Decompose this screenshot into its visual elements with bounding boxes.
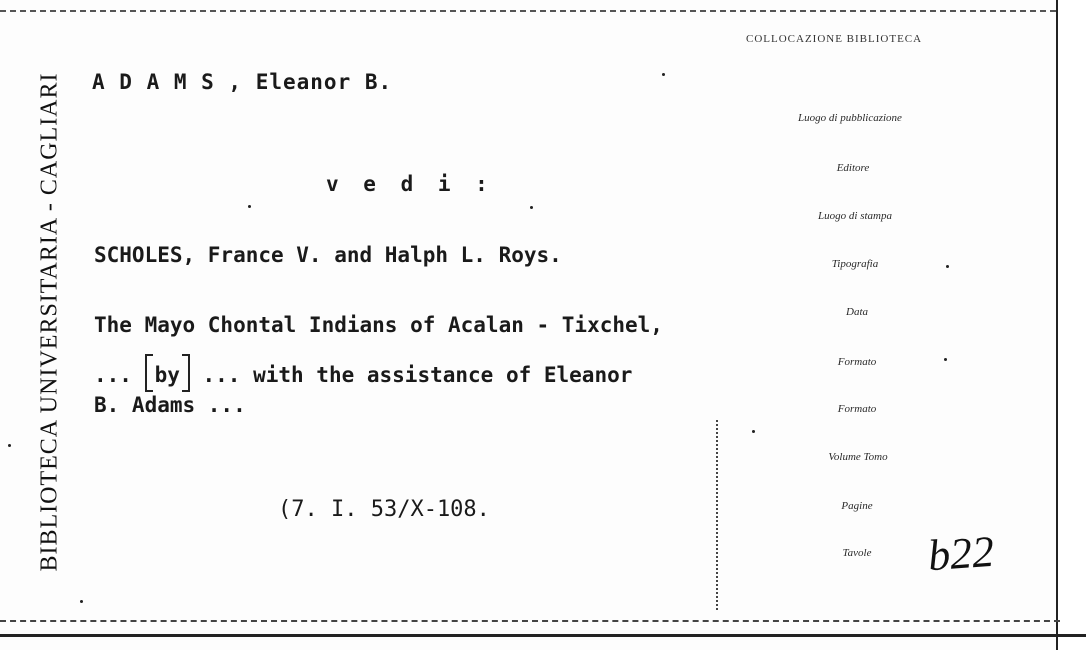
call-number: (7. I. 53/X-108. bbox=[278, 497, 490, 522]
handwritten-mark: b22 bbox=[926, 526, 996, 581]
bottom-perforation bbox=[0, 620, 1060, 622]
field-formato-1: Formato bbox=[837, 356, 877, 368]
title-line-2-prefix: ... bbox=[94, 363, 145, 387]
see-reference: v e d i : bbox=[326, 172, 494, 196]
ink-speck bbox=[248, 205, 251, 208]
field-luogo-pubblicazione: Luogo di pubblicazione bbox=[798, 112, 902, 124]
library-stamp: BIBLIOTECA UNIVERSITARIA - CAGLIARI bbox=[36, 72, 63, 572]
main-heading: A D A M S , Eleanor B. bbox=[92, 70, 393, 94]
field-luogo-stampa: Luogo di stampa bbox=[818, 210, 892, 222]
author-line: SCHOLES, France V. and Halph L. Roys. bbox=[94, 243, 562, 267]
ink-speck bbox=[944, 358, 947, 361]
bracket-left bbox=[145, 354, 153, 392]
title-line-2 bbox=[94, 354, 632, 392]
ink-speck bbox=[946, 265, 949, 268]
field-data: Data bbox=[846, 306, 868, 318]
ink-speck bbox=[752, 430, 755, 433]
title-line-3: B. Adams ... bbox=[94, 393, 246, 417]
column-divider bbox=[716, 420, 718, 610]
field-tipografia: Tipografia bbox=[831, 258, 879, 270]
bracket-right bbox=[182, 354, 190, 392]
top-perforation bbox=[0, 10, 1086, 12]
card-right-edge bbox=[1056, 0, 1086, 650]
title-line-2-suffix: ... with the assistance of Eleanor bbox=[189, 363, 633, 387]
field-pagine: Pagine bbox=[841, 500, 873, 512]
field-editore: Editore bbox=[836, 162, 870, 174]
ink-speck bbox=[530, 206, 533, 209]
field-volume-tomo: Volume Tomo bbox=[828, 451, 888, 463]
collocazione-header: COLLOCAZIONE BIBLIOTECA bbox=[746, 33, 923, 45]
title-line-1: The Mayo Chontal Indians of Acalan - Tixchel, bbox=[94, 313, 663, 337]
title-bracket-text: by bbox=[154, 363, 180, 387]
ink-speck bbox=[8, 444, 11, 447]
ink-speck bbox=[662, 73, 665, 76]
field-formato-2: Formato bbox=[837, 403, 877, 415]
bottom-edge bbox=[0, 634, 1086, 637]
ink-speck bbox=[80, 600, 83, 603]
field-tavole: Tavole bbox=[842, 547, 872, 559]
